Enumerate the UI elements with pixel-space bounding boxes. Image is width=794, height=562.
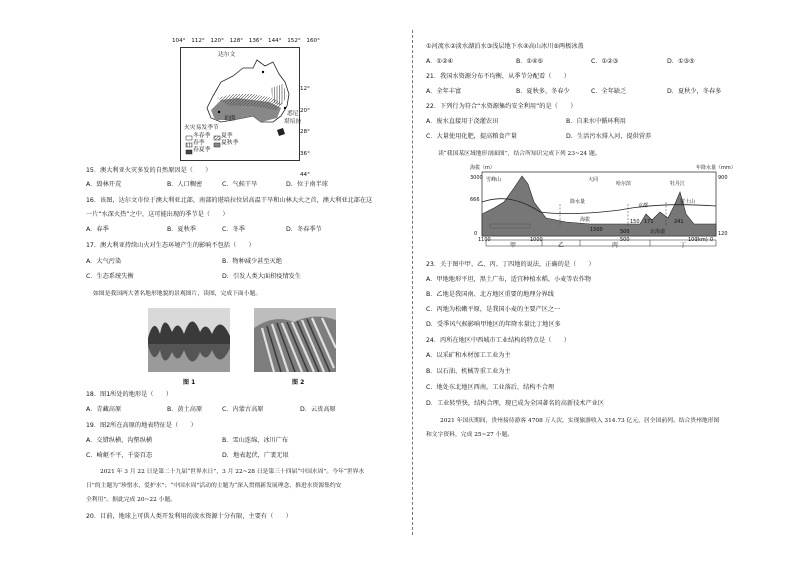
question-19: 19．图2所在高原的地表特征是（ ） [86,422,197,429]
option: A．交错纵横，沟壑纵横 [86,437,153,444]
question-24: 24．丙所在地区中西城市工业结构的特点是（ ） [426,337,570,344]
option: C．生态系统失衡 [86,273,134,280]
option: C．气候干旱 [222,181,258,188]
question-16-cont: 一片“水深火热”之中，这可能出现的季节是（ ） [86,211,229,218]
label-harbin: 哈尔滨 [616,181,632,187]
option: D．生活污水排入河，提供营养 [566,133,652,140]
x-tick: 100 [688,237,698,243]
option: B．乙地是我国南、北方地区重要的地理分界线 [426,291,554,298]
option: B．夏秋多，冬春少 [516,88,570,95]
left-tick: 0 [474,231,478,237]
figure-2-caption: 图 2 [292,379,305,386]
option: A．青藏高原 [86,406,122,413]
lat-label: 12° [300,86,310,92]
label-kyoto: 京都 [638,203,649,209]
x-unit: (km) [696,237,708,243]
label-xuefengshan: 雪峰山 [486,177,502,183]
option: D．冬春季节 [286,226,322,233]
label-mudanjiang: 牡丹江 [670,181,686,187]
intro-water-day: 2021 年 3 月 22 日是第二十九届“世界水日”，3 月 22~28 日是第三十四届“中国水周”。今年“世界水 [100,469,365,475]
intro-water-day-cont: 全利用”。据此完成 20~22 小题。 [86,497,177,503]
x-tick: 1000 [530,237,543,243]
left-tick: 666 [470,197,480,203]
question-20-items: ①河流水②淡水湖泊水③浅层地下水④高山冰川⑤两极冰盖 [426,43,584,50]
karst-landscape-photo [148,308,230,372]
x-tick: 500 [620,237,630,243]
option: D．引发人类大面积疫情发生 [222,273,302,280]
option: C．全年缺乏 [591,88,627,95]
option: D．受季风气候影响甲地区的年降水量比丁地区多 [426,321,561,328]
question-16: 16．该图，达尔文市位于澳大利亚北部，南部的堪培拉位居高温干旱和山林大火之首，澳大利亚北部在这 [86,197,373,204]
lon-labels [172,38,320,44]
option: A．甲地地形平坦，黑土广布，适宜种植水稻、小麦等农作物 [426,276,592,283]
legend-item: 春夏季 [193,147,211,153]
option: B．自来水中循环利用 [566,118,626,125]
option: D．地表起伏，广袤无垠 [222,452,289,459]
figure-1-caption: 图 1 [183,379,196,386]
label-500: 500 [620,229,630,235]
question-18: 18．图1所处的地形是（ ） [86,391,173,398]
option: C．内蒙古高原 [222,406,264,413]
right-tick: 900 [718,175,728,181]
label-171: 171 [644,219,654,225]
intro-guizhou-cont: 和文字资料，完成 25~27 小题。 [426,432,514,438]
left-tick: 3000 [470,175,483,181]
option: A．①②④ [426,58,454,65]
lon-label: 136° [248,38,263,44]
y-right-title: 年降水量（mm） [696,165,736,171]
option: D．夏秋少，冬春多 [667,88,722,95]
right-tick: 120 [718,231,728,237]
question-17: 17．澳大利亚持续山火对生态环境产生的影响不包括（ ） [86,242,255,249]
question-21: 21．我国水资源分布不均衡，从季节分配看（ ） [426,73,570,80]
lat-label: 28° [300,129,310,135]
option: A．全年丰富 [426,88,462,95]
option: D．①③⑤ [667,58,695,65]
option: D．云贵高原 [300,406,336,413]
question-22: 22．下列行为符合“水资源集约安全利用”的是（ ） [426,103,577,110]
y-left-title: 海拔（m） [470,165,495,171]
place-sydney: 悉尼 [287,111,299,117]
lon-label: 112° [191,38,205,44]
option: C．①②③ [591,58,619,65]
place-canberra: 堪培拉 [284,119,302,125]
option: A．毁林开荒 [86,181,122,188]
option: C．崎岖不平，千姿百态 [86,452,153,459]
legend-item: 夏秋季 [221,140,239,146]
label-150: 150 [630,219,640,225]
lon-label: 152° [287,38,301,44]
lat-label: 20° [300,107,310,114]
legend-item: 春季 [193,140,205,146]
region-yi: 乙 [558,242,565,249]
lat-label: 36° [300,150,310,157]
label-datong: 大同 [588,177,599,183]
lat-labels [300,79,310,187]
option: D．工业转型快，结构合理，现已成为全国著名的高新技术产业区 [426,400,605,407]
australia-fire-map [170,38,320,178]
label-altitude: 海拔 [580,217,591,223]
x-tick: 1100 [478,237,491,243]
option: D．位于南半球 [286,181,328,188]
intro-profile: 读“我国某区域地形剖面图”，结合所知识完成下列 23~24 题。 [438,151,601,157]
intro-guizhou: 2021 年国庆期间，贵州接待游客 4708 万人次，实现旅游收入 314.73 亿元，居全国前列。结合贵州地形图 [440,418,720,424]
x-tick: 0 [710,237,714,243]
lat-label: 44° [300,172,310,178]
option: C．大量使用化肥，提高粮食产量 [426,133,517,140]
place-darwin: 达尔文 [218,52,236,58]
option: A．春季 [86,226,109,233]
question-23: 23．关于图中甲、乙、丙、丁四地的说法，正确的是（ ） [426,261,595,268]
option: C．地处东北地区西南，工业落后，结构不合理 [426,384,555,391]
lon-label: 128° [229,38,244,44]
lon-label: 144° [268,38,282,44]
option: A．以采矿和木材加工工业为主 [426,352,511,359]
option: C．丙地为松嫩平原，是我国小麦的主要产区之一 [426,306,561,313]
intro-water-day-cont: 日”的主题为“珍惜水、爱护水”；“中国水周”活动的主题为“深入贯彻新发展理念，推进水资源集约安 [86,483,342,489]
lon-label: 104° [172,38,186,44]
lon-label: 120° [210,38,224,44]
terrain-profile-diagram [470,162,736,252]
place-perth: 珀斯 [224,116,236,122]
option: B．雪山连绵，冰川广布 [222,437,289,444]
legend-item: 夏季 [221,133,233,139]
question-20: 20．目前，地球上可供人类开发利用的淡水资源十分有限，主要有（ ） [86,513,292,520]
legend-item: 冬春季 [193,133,211,139]
label-hokkaido: 北海道 [650,229,666,235]
option: B．以石油、机械等重工业为主 [426,368,511,375]
label-1500: 1500 [590,227,603,233]
region-bing: 丙 [612,242,619,249]
legend-title: 火灾易发季节 [184,125,219,131]
option: A．大气污染 [86,258,122,265]
lon-label: 160° [306,38,320,44]
option: B．夏秋季 [167,226,196,233]
loess-plateau-photo [254,308,336,372]
option: B．①④⑤ [516,58,544,65]
intro-landforms: 如图是我国两大著名地形地貌的景观图片，读图，完成下面小题。 [93,291,262,297]
label-precip: 降水量 [570,199,586,205]
option: B．人口稠密 [167,181,203,188]
region-ding: 丁 [680,242,687,249]
region-jia: 甲 [510,242,517,249]
option: A．废水直接用于浇灌农田 [426,118,499,125]
option: B．物种减少甚至灭绝 [222,258,282,265]
label-fuji: 富士山 [680,199,696,205]
option: C．冬季 [222,226,245,233]
question-15: 15．澳大利亚火灾多发的自然原因是（ ） [86,167,212,174]
option: B．黄土高原 [167,406,203,413]
column-divider [412,30,413,535]
label-241: 241 [674,219,684,225]
